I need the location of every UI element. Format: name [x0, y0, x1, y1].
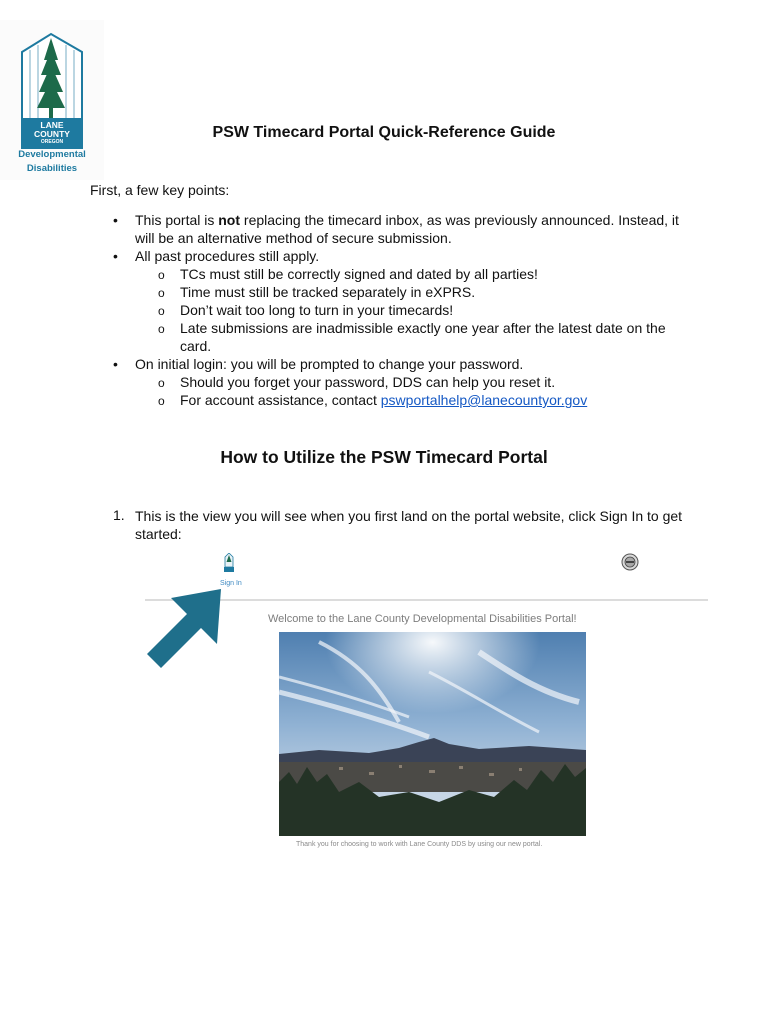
logo-text-developmental: Developmental: [18, 149, 86, 160]
logo-text-lane: LANE: [40, 120, 64, 130]
sub-item-signed: TCs must still be correctly signed and dated by all parties!: [180, 266, 538, 282]
bullet-1-post: replacing the timecard inbox, as was previously announced. Instead, it will be an alternative method of secure submission.: [135, 212, 679, 246]
portal-thank-you-text: Thank you for choosing to work with Lane County DDS by using our new portal.: [296, 841, 543, 848]
portal-header-divider: [145, 599, 708, 601]
bullet-past-procedures: All past procedures still apply.: [135, 248, 320, 264]
bullet-1-bold: not: [218, 212, 241, 228]
logo-text-disabilities: Disabilities: [26, 163, 78, 174]
logo-text-oregon: OREGON: [40, 139, 64, 145]
account-assistance-text: For account assistance, contact: [180, 392, 381, 408]
sub-bullet-marker: o: [158, 268, 165, 282]
section-title: How to Utilize the PSW Timecard Portal: [220, 447, 548, 467]
bullet-initial-login: On initial login: you will be prompted to change your password.: [135, 356, 524, 372]
sub-item-dont-wait: Don’t wait too long to turn in your timecards!: [180, 302, 454, 318]
bullet-marker: •: [113, 212, 118, 228]
pointer-arrow-icon: [143, 588, 223, 668]
sub-bullet-marker: o: [158, 286, 165, 300]
bullet-marker: •: [113, 356, 118, 372]
county-seal-icon: [621, 553, 639, 571]
bullet-not-replacing: [135, 211, 680, 247]
sub-bullet-marker: o: [158, 394, 165, 408]
portal-welcome-heading: Welcome to the Lane County Developmental Disabilities Portal!: [268, 613, 577, 625]
bullet-1-pre: This portal is: [135, 212, 219, 228]
sub-item-exprs: Time must still be tracked separately in eXPRS.: [180, 284, 476, 300]
landscape-photo: [279, 632, 586, 836]
sub-item-forget-password: Should you forget your password, DDS can help you reset it.: [180, 374, 556, 390]
sub-bullet-marker: o: [158, 304, 165, 318]
portal-logo-icon[interactable]: [222, 553, 236, 573]
bullet-marker: •: [113, 248, 118, 264]
step-1-number: 1.: [113, 507, 125, 523]
sub-bullet-marker: o: [158, 376, 165, 390]
lane-county-dd-logo: [0, 20, 104, 180]
sub-bullet-marker: o: [158, 322, 165, 336]
intro-text: First, a few key points:: [90, 182, 230, 198]
sub-item-late-submissions: Late submissions are inadmissible exactly one year after the latest date on the card.: [180, 320, 666, 354]
sub-item-account-assistance: [180, 391, 680, 409]
page-title: PSW Timecard Portal Quick-Reference Guide: [212, 124, 556, 141]
support-email-link[interactable]: pswportalhelp@lanecountyor.gov: [380, 392, 588, 408]
logo-text-county: COUNTY: [34, 129, 70, 139]
sign-in-link[interactable]: Sign In: [220, 580, 242, 587]
step-1-text: This is the view you will see when you first land on the portal website, click Sign In to get started:: [135, 508, 683, 542]
